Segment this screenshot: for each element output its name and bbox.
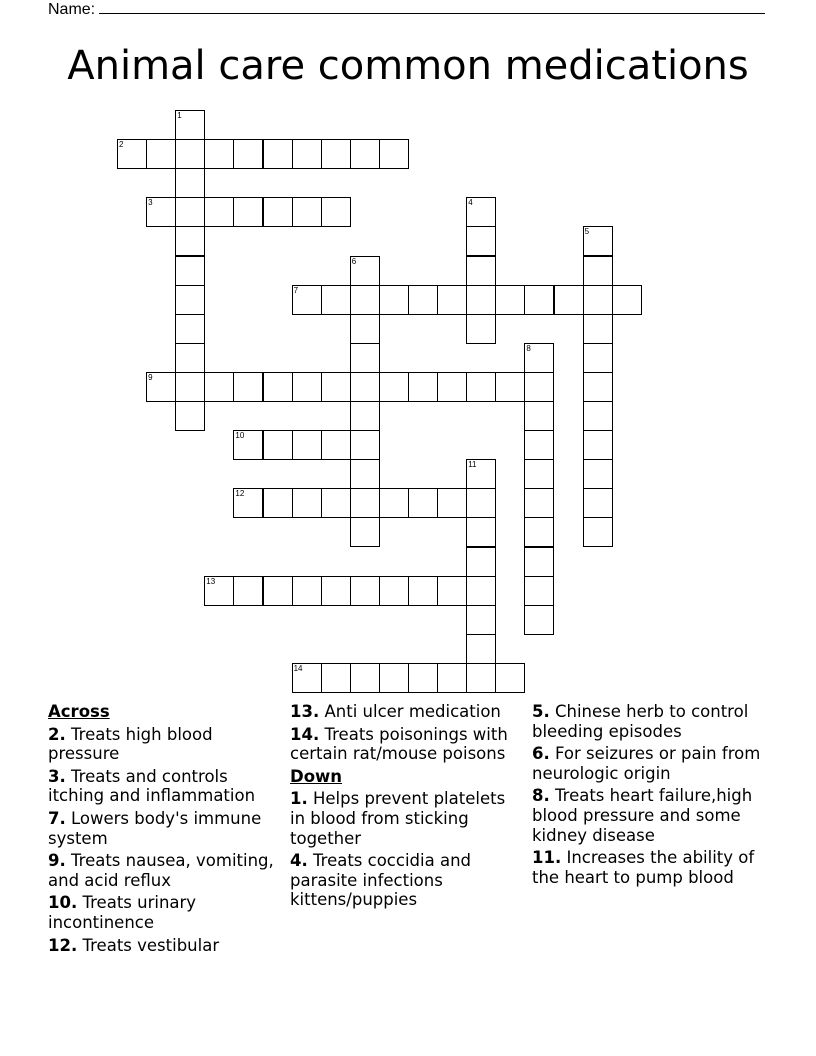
clue-item: [290, 702, 510, 722]
grid-cell[interactable]: [146, 197, 176, 227]
grid-cell[interactable]: [408, 488, 438, 518]
grid-cell[interactable]: [350, 576, 380, 606]
clue-number: 14: [293, 663, 303, 673]
clue-number-label: 1.: [290, 789, 308, 809]
grid-cell[interactable]: [437, 285, 467, 315]
grid-cell[interactable]: [583, 459, 613, 489]
grid-cell[interactable]: [292, 197, 322, 227]
grid-cell[interactable]: [437, 372, 467, 402]
grid-cell[interactable]: [263, 197, 293, 227]
grid-cell[interactable]: [466, 285, 496, 315]
clue-item: [48, 936, 278, 956]
clue-text: Anti ulcer medication: [319, 702, 501, 721]
grid-cell[interactable]: [263, 576, 293, 606]
grid-cell[interactable]: [466, 197, 496, 227]
grid-cell[interactable]: [524, 372, 554, 402]
grid-cell[interactable]: [524, 547, 554, 577]
across-heading: Across: [48, 702, 110, 721]
grid-cell[interactable]: [175, 168, 205, 198]
grid-cell[interactable]: [583, 256, 613, 286]
grid-cell[interactable]: [233, 430, 263, 460]
grid-cell[interactable]: [554, 285, 584, 315]
grid-cell[interactable]: [321, 488, 351, 518]
grid-cell[interactable]: [466, 256, 496, 286]
clue-text: Treats vestibular: [77, 935, 220, 955]
grid-cell[interactable]: [583, 226, 613, 256]
grid-cell[interactable]: [146, 139, 176, 169]
clue-column-1: [48, 702, 278, 958]
grid-cell[interactable]: [583, 314, 613, 344]
grid-cell[interactable]: [583, 401, 613, 431]
grid-cell[interactable]: [175, 226, 205, 256]
grid-cell[interactable]: [204, 576, 234, 606]
grid-cell[interactable]: [350, 285, 380, 315]
grid-cell[interactable]: [495, 372, 525, 402]
grid-cell[interactable]: [408, 372, 438, 402]
clue-item: [532, 786, 772, 845]
grid-cell[interactable]: [175, 110, 205, 140]
clue-number-label: 8.: [532, 786, 550, 806]
clue-number: 9: [148, 372, 153, 382]
down-heading: Down: [290, 766, 343, 786]
clue-number: 5: [584, 227, 590, 237]
clue-number-label: 2.: [48, 724, 66, 744]
grid-cell[interactable]: [321, 139, 351, 169]
grid-cell[interactable]: [583, 517, 613, 547]
grid-cell[interactable]: [321, 285, 351, 315]
grid-cell[interactable]: [437, 576, 467, 606]
clue-text: Treats heart failure,high blood pressure and some kidney disease: [532, 786, 753, 845]
grid-cell[interactable]: [292, 139, 322, 169]
clue-column-3: [532, 702, 772, 890]
clue-number: 12: [235, 489, 245, 499]
grid-cell[interactable]: [350, 314, 380, 344]
grid-cell[interactable]: [292, 372, 322, 402]
grid-cell[interactable]: [495, 663, 525, 693]
grid-cell[interactable]: [292, 663, 322, 693]
name-label: Name:: [48, 1, 96, 18]
grid-cell[interactable]: [292, 285, 322, 315]
grid-cell[interactable]: [292, 576, 322, 606]
grid-cell[interactable]: [583, 372, 613, 402]
clue-number-label: 9.: [48, 851, 66, 871]
grid-cell[interactable]: [466, 459, 496, 489]
grid-cell[interactable]: [524, 576, 554, 606]
grid-cell[interactable]: [379, 576, 409, 606]
clue-item: [290, 725, 510, 764]
clue-number: 3: [148, 198, 153, 208]
clue-item: [532, 702, 772, 741]
grid-cell[interactable]: [466, 226, 496, 256]
clue-number: 2: [119, 140, 124, 150]
grid-cell[interactable]: [379, 488, 409, 518]
clue-item: [48, 809, 278, 848]
clue-number: 1: [177, 111, 182, 120]
clue-item: [290, 789, 510, 848]
grid-cell[interactable]: [321, 372, 351, 402]
grid-cell[interactable]: [466, 547, 496, 577]
clue-item: [48, 851, 278, 890]
clue-number: 10: [235, 431, 245, 441]
clue-text: Treats and controls itching and inflammation: [48, 766, 256, 806]
clue-number: 6: [351, 256, 357, 266]
clue-number: 13: [206, 576, 216, 586]
clue-number: 11: [468, 460, 477, 470]
clue-number-label: 5.: [532, 702, 550, 721]
grid-cell[interactable]: [583, 488, 613, 518]
clue-number: 8: [526, 343, 531, 353]
grid-cell[interactable]: [292, 430, 322, 460]
grid-cell[interactable]: [263, 488, 293, 518]
clue-item: [48, 767, 278, 806]
grid-cell[interactable]: [175, 139, 205, 169]
clue-number-label: 11.: [532, 848, 562, 868]
grid-cell[interactable]: [379, 285, 409, 315]
grid-cell[interactable]: [292, 488, 322, 518]
grid-cell[interactable]: [524, 459, 554, 489]
clue-number: 7: [293, 285, 299, 295]
clue-number-label: 7.: [48, 808, 66, 828]
grid-cell[interactable]: [379, 372, 409, 402]
grid-cell[interactable]: [408, 663, 438, 693]
grid-cell[interactable]: [466, 605, 496, 635]
clue-number-label: 3.: [48, 766, 66, 786]
clue-column-2: [290, 702, 510, 913]
grid-cell[interactable]: [146, 372, 176, 402]
clue-text: Treats coccidia and parasite infections kittens/puppies: [290, 851, 471, 910]
grid-cell[interactable]: [175, 314, 205, 344]
grid-cell[interactable]: [350, 430, 380, 460]
grid-cell[interactable]: [233, 488, 263, 518]
clue-item: [290, 851, 510, 910]
grid-cell[interactable]: [263, 139, 293, 169]
grid-cell[interactable]: [466, 663, 496, 693]
grid-cell[interactable]: [408, 285, 438, 315]
grid-cell[interactable]: [350, 459, 380, 489]
grid-cell[interactable]: [466, 372, 496, 402]
grid-cell[interactable]: [466, 488, 496, 518]
grid-cell[interactable]: [175, 401, 205, 431]
grid-cell[interactable]: [175, 197, 205, 227]
clue-number-label: 10.: [48, 893, 78, 913]
clue-text: Chinese herb to control bleeding episodes: [532, 702, 749, 741]
grid-cell[interactable]: [321, 197, 351, 227]
grid-cell[interactable]: [350, 343, 380, 373]
grid-cell[interactable]: [350, 663, 380, 693]
grid-cell[interactable]: [379, 139, 409, 169]
clue-text: Increases the ability of the heart to pump blood: [532, 848, 755, 887]
grid-cell[interactable]: [233, 576, 263, 606]
grid-cell[interactable]: [350, 372, 380, 402]
grid-cell[interactable]: [350, 517, 380, 547]
clue-text: Helps prevent platelets in blood from sticking together: [290, 789, 506, 848]
grid-cell[interactable]: [583, 285, 613, 315]
grid-cell[interactable]: [466, 314, 496, 344]
clue-number-label: 4.: [290, 851, 308, 871]
clue-item: [48, 725, 278, 764]
grid-cell[interactable]: [495, 285, 525, 315]
grid-cell[interactable]: [175, 372, 205, 402]
grid-cell[interactable]: [321, 576, 351, 606]
grid-cell[interactable]: [175, 256, 205, 286]
clue-text: Treats urinary incontinence: [48, 893, 197, 932]
grid-cell[interactable]: [408, 576, 438, 606]
grid-cell[interactable]: [350, 401, 380, 431]
grid-cell[interactable]: [175, 285, 205, 315]
clue-number: 4: [468, 198, 473, 208]
clue-text: Lowers body's immune system: [48, 808, 262, 848]
grid-cell[interactable]: [233, 139, 263, 169]
clue-text: Treats poisonings with certain rat/mouse poisons: [290, 724, 508, 764]
clue-number-label: 12.: [48, 935, 78, 955]
grid-cell[interactable]: [466, 634, 496, 664]
grid-cell[interactable]: [321, 663, 351, 693]
grid-cell[interactable]: [524, 343, 554, 373]
grid-cell[interactable]: [583, 343, 613, 373]
grid-cell[interactable]: [524, 605, 554, 635]
clue-number-label: 14.: [290, 724, 320, 744]
clue-item: [48, 893, 278, 932]
grid-cell[interactable]: [117, 139, 147, 169]
grid-cell[interactable]: [204, 372, 234, 402]
grid-cell[interactable]: [524, 285, 554, 315]
grid-cell[interactable]: [437, 663, 467, 693]
grid-cell[interactable]: [233, 197, 263, 227]
grid-cell[interactable]: [204, 139, 234, 169]
clue-text: For seizures or pain from neurologic origin: [532, 744, 761, 783]
grid-cell[interactable]: [263, 430, 293, 460]
grid-cell[interactable]: [612, 285, 642, 315]
grid-cell[interactable]: [437, 488, 467, 518]
grid-cell[interactable]: [350, 488, 380, 518]
grid-cell[interactable]: [524, 430, 554, 460]
grid-cell[interactable]: [466, 576, 496, 606]
grid-cell[interactable]: [379, 663, 409, 693]
clue-number-label: 6.: [532, 744, 550, 764]
page-title: Animal care common medications: [67, 43, 749, 89]
grid-cell[interactable]: [350, 256, 380, 286]
grid-cell[interactable]: [321, 430, 351, 460]
grid-cell[interactable]: [175, 343, 205, 373]
clue-text: Treats high blood pressure: [48, 724, 213, 764]
grid-cell[interactable]: [233, 372, 263, 402]
clue-item: [532, 744, 772, 783]
clue-number-label: 13.: [290, 702, 320, 721]
grid-cell[interactable]: [583, 430, 613, 460]
clue-item: [532, 848, 772, 887]
grid-cell[interactable]: [204, 197, 234, 227]
grid-cell[interactable]: [524, 401, 554, 431]
grid-cell[interactable]: [524, 517, 554, 547]
grid-cell[interactable]: [466, 517, 496, 547]
grid-cell[interactable]: [263, 372, 293, 402]
clue-text: Treats nausea, vomiting, and acid reflux: [48, 851, 274, 890]
grid-cell[interactable]: [350, 139, 380, 169]
grid-cell[interactable]: [524, 488, 554, 518]
